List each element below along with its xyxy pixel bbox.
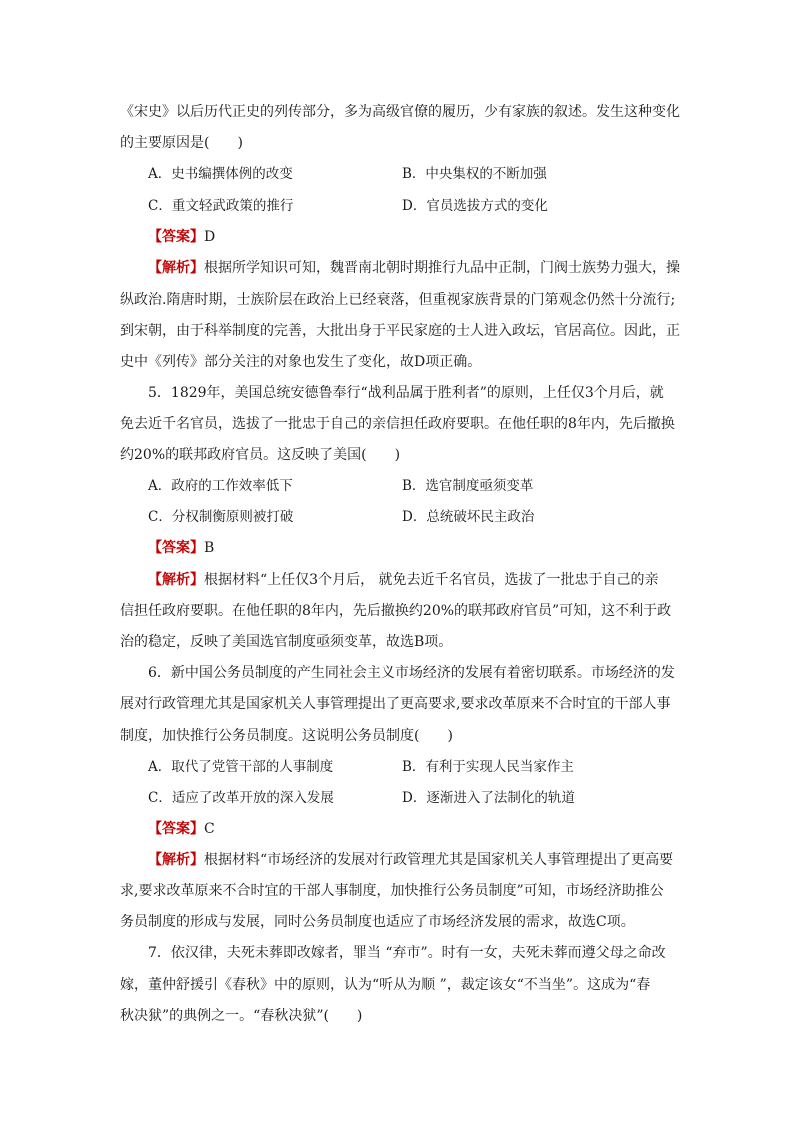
q6-stem-line-2: 展对行政管理尤其是国家机关人事管理提出了更高要求,要求改革原来不合时宜的干部人事: [120, 696, 671, 712]
q4-stem-line-2: 的主要原因是( ): [120, 135, 243, 151]
answer-tag: 【答案】: [148, 540, 204, 556]
analysis-tag: 【解析】: [148, 260, 204, 276]
q6-option-a: A．取代了党管干部的人事制度: [148, 759, 334, 775]
q5-analysis-line-3: 治的稳定，反映了美国选官制度亟须变革，故选B项。: [120, 634, 453, 650]
q4-answer: [148, 227, 676, 247]
q5-analysis-line-1: [148, 570, 676, 590]
q4-analysis-line-2: 纵政治.隋唐时期，士族阶层在政治上已经衰落，但重视家族背景的门第观念仍然十分流行;: [120, 292, 676, 308]
q6-analysis-line-3: 务员制度的形成与发展，同时公务员制度也适应了市场经济发展的需求，故选C项。: [120, 914, 635, 930]
answer-value: D: [204, 229, 216, 245]
q5-option-c: C．分权制衡原则被打破: [148, 509, 294, 525]
q5-stem-line-1: 5．1829年，美国总统安德鲁奉行“战利品属于胜利者”的原则，上任仅3个月后，就: [148, 385, 664, 401]
q6-option-c: C．适应了改革开放的深入发展: [148, 790, 334, 806]
analysis-tag: 【解析】: [148, 852, 204, 868]
answer-value: C: [204, 821, 215, 837]
answer-value: B: [204, 540, 215, 556]
q4-option-c: C．重文轻武政策的推行: [148, 198, 294, 214]
q4-analysis-line-3: 到宋朝，由于科举制度的完善，大批出身于平民家庭的士人进入政坛，官居高位。因此，正: [120, 323, 680, 339]
q4-option-b: B．中央集权的不断加强: [402, 166, 547, 182]
q4-analysis-line-4: 史中《列传》部分关注的对象也发生了变化，故D项正确。: [120, 354, 482, 370]
q6-stem-line-3: 制度，加快推行公务员制度。这说明公务员制度( ): [120, 728, 453, 744]
q7-stem-line-3: 秋决狱”的典例之一。“春秋决狱”( ): [120, 1008, 363, 1024]
analysis-tag: 【解析】: [148, 572, 204, 588]
answer-tag: 【答案】: [148, 821, 204, 837]
q7-stem-line-1: 7．依汉律，夫死未葬即改嫁者，罪当 “弃市”。时有一女，夫死未葬而遵父母之命改: [148, 945, 666, 961]
q4-stem-line-1: 《宋史》以后历代正史的列传部分，多为高级官僚的履历，少有家族的叙述。发生这种变化: [120, 104, 680, 120]
analysis-text: 根据材料“市场经济的发展对行政管理尤其是国家机关人事管理提出了更高要: [204, 852, 674, 868]
q5-option-a: A．政府的工作效率低下: [148, 478, 293, 494]
q5-option-d: D．总统破坏民主政治: [402, 509, 535, 525]
q5-analysis-line-2: 信担任政府要职。在他任职的8年内，先后撤换约20%的联邦政府官员”可知，这不利于政: [120, 603, 672, 619]
q4-analysis-line-1: [148, 258, 680, 278]
q4-option-d: D．官员选拔方式的变化: [402, 198, 548, 214]
q5-option-b: B．选官制度亟须变革: [402, 478, 534, 494]
analysis-text: 根据材料“上任仅3个月后， 就免去近千名官员，选拔了一批忠于自己的亲: [204, 572, 659, 588]
q6-option-d: D．逐渐进入了法制化的轨道: [402, 790, 575, 806]
q7-stem-line-2: 嫁，董仲舒援引《春秋》中的原则，认为“听从为顺 ”，裁定该女“不当坐”。这成为“春: [120, 977, 651, 993]
answer-tag: 【答案】: [148, 229, 204, 245]
q6-stem-line-1: 6．新中国公务员制度的产生同社会主义市场经济的发展有着密切联系。市场经济的发: [148, 665, 675, 681]
q6-analysis-line-2: 求,要求改革原来不合时宜的干部人事制度，加快推行公务员制度”可知，市场经济助推公: [120, 883, 664, 899]
q6-answer: [148, 819, 676, 839]
q6-option-b: B．有利于实现人民当家作主: [402, 759, 574, 775]
q4-option-a: A．史书编撰体例的改变: [148, 166, 293, 182]
q5-answer: [148, 538, 676, 558]
analysis-text: 根据所学知识可知，魏晋南北朝时期推行九品中正制，门阀士族势力强大，操: [204, 260, 680, 276]
q6-analysis-line-1: [148, 850, 676, 870]
q5-stem-line-3: 约20%的联邦政府官员。这反映了美国( ): [120, 447, 401, 463]
q5-stem-line-2: 免去近千名官员，选拔了一批忠于自己的亲信担任政府要职。在他任职的8年内，先后撤换: [120, 416, 675, 432]
